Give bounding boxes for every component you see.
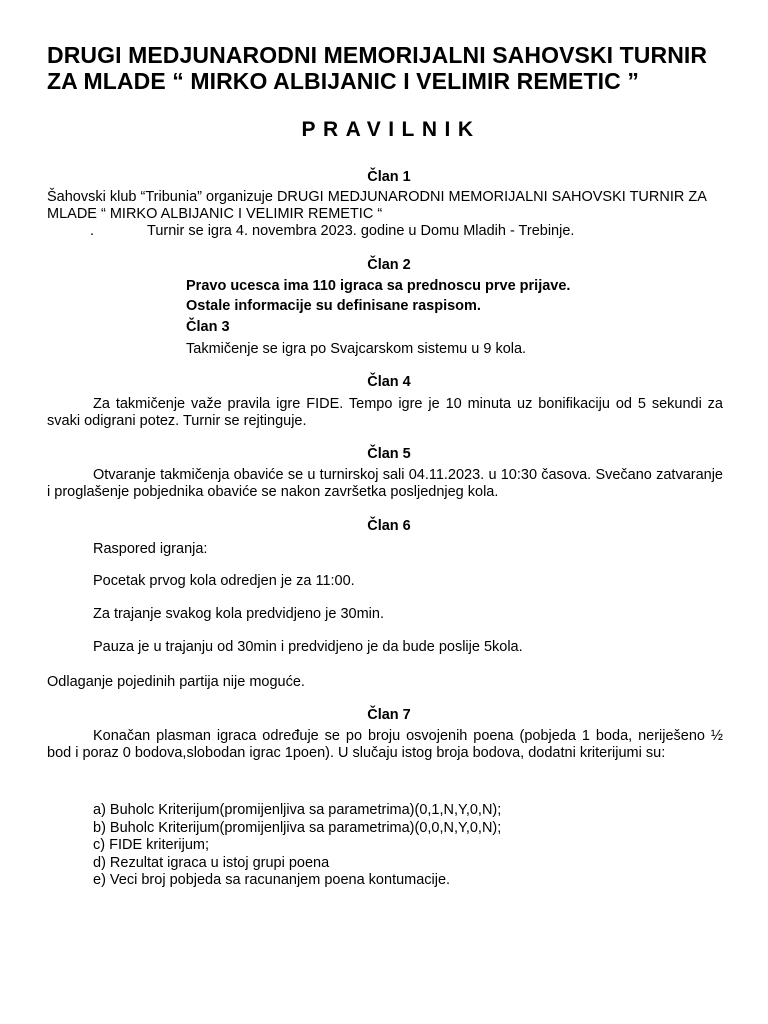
article-1-text: Šahovski klub “Tribunia” organizuje DRUGI MEDJUNARODNI MEMORIJALNI SAHOVSKI TURNIR ZA MLADE “ MIRKO ALBIJANIC I VELIMIR REMETIC “ xyxy=(47,189,707,222)
article-5-text: Otvaranje takmičenja obaviće se u turnirskoj sali 04.11.2023. u 10:30 časova. Svečano zatvaranje i proglašenje pobjednika obaviće se nakon završetka posljednjeg kola. xyxy=(47,467,723,500)
article-6-round-duration: Za trajanje svakog kola predvidjeno je 30min. xyxy=(93,606,384,622)
article-4-text: Za takmičenje važe pravila igre FIDE. Tempo igre je 10 minuta uz bonifikaciju od 5 sekundi za svaki odigrani potez. Turnir se rejtinguje. xyxy=(47,396,723,429)
article-6-first-round: Pocetak prvog kola odredjen je za 11:00. xyxy=(93,573,355,589)
criteria-item: b) Buholc Kriterijum(promijenljiva sa parametrima)(0,0,N,Y,0,N); xyxy=(93,819,502,836)
criteria-item: a) Buholc Kriterijum(promijenljiva sa parametrima)(0,1,N,Y,0,N); xyxy=(93,802,502,818)
article-3-label: Član 3 xyxy=(186,319,230,335)
article-6-label: Član 6 xyxy=(367,518,411,534)
article-7-criteria-list xyxy=(93,802,723,890)
article-6-schedule-heading: Raspored igranja: xyxy=(93,541,208,557)
document-title-line-2: ZA MLADE “ MIRKO ALBIJANIC I VELIMIR REMETIC ” xyxy=(47,68,639,94)
document-title xyxy=(47,42,723,94)
article-7-text: Konačan plasman igraca određuje se po broju osvojenih poena (pobjeda 1 boda, neriješeno ½ bod i poraz 0 bodova,slobodan igrac 1poen). U slučaju istog broja bodova, dodatni kriterijumi su: xyxy=(47,728,723,761)
article-5-label: Član 5 xyxy=(367,446,411,462)
article-6-postponement: Odlaganje pojedinih partija nije moguće. xyxy=(47,674,305,690)
article-7-label: Član 7 xyxy=(367,707,411,723)
article-4-label: Član 4 xyxy=(367,374,411,390)
article-1-label: Član 1 xyxy=(367,169,411,185)
article-1-venue-text: Turnir se igra 4. novembra 2023. godine u Domu Mladih - Trebinje. xyxy=(147,223,575,239)
document-title-line-1: DRUGI MEDJUNARODNI MEMORIJALNI SAHOVSKI TURNIR xyxy=(47,42,708,68)
criteria-item: e) Veci broj pobjeda sa racunanjem poena kontumacije. xyxy=(93,872,451,888)
article-3-text: Takmičenje se igra po Svajcarskom sistemu u 9 kola. xyxy=(186,341,527,357)
criteria-item: c) FIDE kriterijum; xyxy=(93,837,209,853)
article-6-pause: Pauza je u trajanju od 30min i predvidjeno je da bude poslije 5kola. xyxy=(93,639,523,655)
article-2-line-1: Pravo ucesca ima 110 igraca sa prednoscu prve prijave. xyxy=(186,278,571,294)
article-1-dot: . xyxy=(90,223,95,239)
article-2-label: Član 2 xyxy=(367,257,411,273)
criteria-item: d) Rezultat igraca u istoj grupi poena xyxy=(93,854,330,871)
article-2-line-2: Ostale informacije su definisane raspisom. xyxy=(186,298,481,314)
document-heading: PRAVILNIK xyxy=(301,118,481,141)
